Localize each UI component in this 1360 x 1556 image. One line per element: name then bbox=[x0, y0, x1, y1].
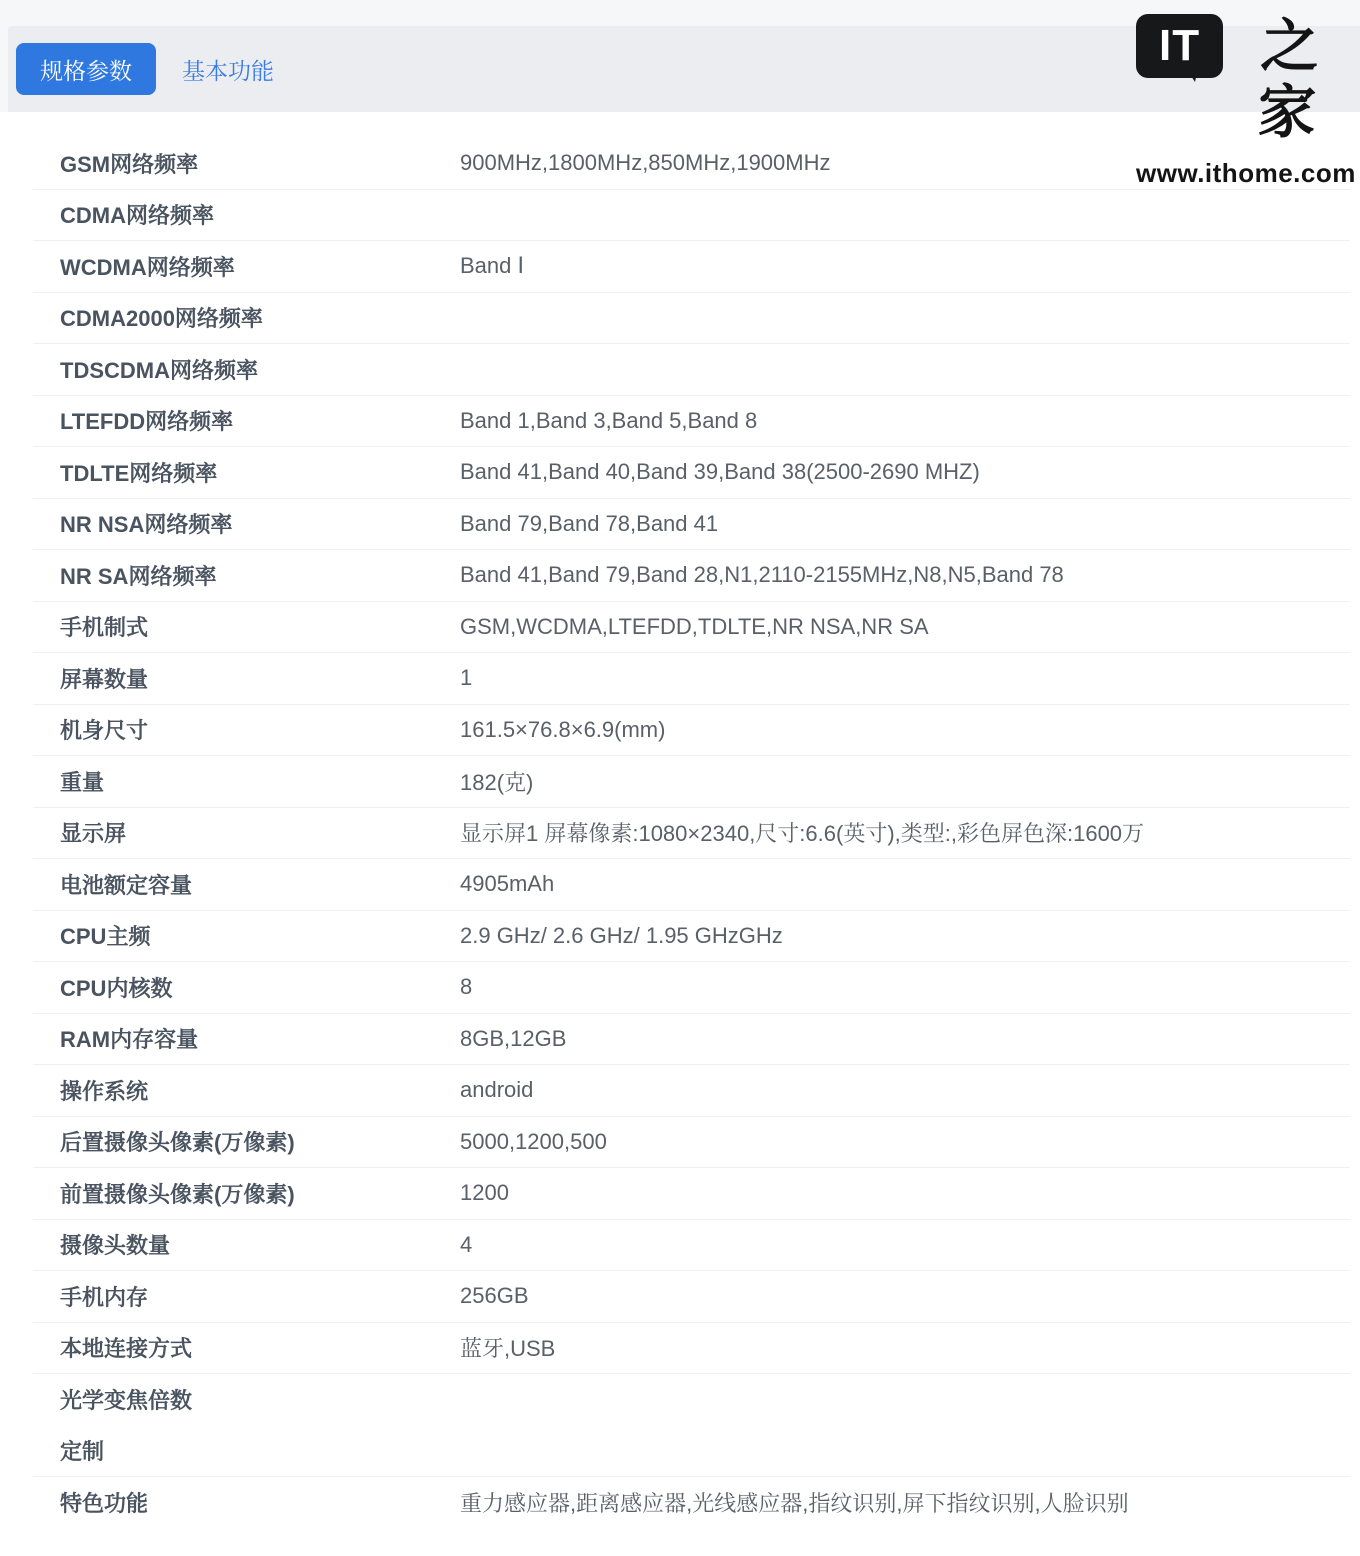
spec-row-value: 900MHz,1800MHz,850MHz,1900MHz bbox=[460, 150, 831, 176]
spec-row-label: TDSCDMA网络频率 bbox=[60, 357, 258, 383]
it-speech-bubble-icon: IT bbox=[1136, 14, 1223, 78]
spec-row bbox=[33, 1014, 1350, 1066]
spec-row-label: 定制 bbox=[60, 1439, 105, 1465]
spec-row-label: WCDMA网络频率 bbox=[60, 254, 235, 280]
spec-row-label: 重量 bbox=[60, 769, 105, 795]
spec-row bbox=[33, 808, 1350, 860]
spec-row-value: 1 bbox=[460, 665, 473, 691]
spec-row-label: 手机内存 bbox=[60, 1284, 149, 1310]
spec-row bbox=[33, 241, 1350, 293]
spec-row bbox=[33, 499, 1350, 551]
spec-row bbox=[33, 859, 1350, 911]
spec-row bbox=[33, 756, 1350, 808]
spec-row-value: 161.5×76.8×6.9(mm) bbox=[460, 716, 666, 742]
ithome-url-text: www.ithome.com bbox=[1136, 158, 1356, 188]
spec-row-label: CDMA网络频率 bbox=[60, 203, 214, 229]
spec-row-value: Band 41,Band 40,Band 39,Band 38(2500-2690 MHZ) bbox=[460, 459, 980, 485]
spec-row-value: 8 bbox=[460, 974, 473, 1000]
spec-row bbox=[33, 653, 1350, 705]
tab-basic-functions[interactable]: 基本功能 bbox=[182, 53, 274, 86]
spec-row-label: CPU内核数 bbox=[60, 975, 173, 1001]
spec-row-value: Band 79,Band 78,Band 41 bbox=[460, 510, 719, 536]
spec-row-label: CPU主频 bbox=[60, 924, 151, 950]
spec-row-value: 4 bbox=[460, 1231, 473, 1257]
spec-row bbox=[33, 447, 1350, 499]
spec-row-label: 电池额定容量 bbox=[60, 872, 193, 898]
spec-row bbox=[33, 1477, 1350, 1529]
spec-row-value: 256GB bbox=[460, 1283, 529, 1309]
spec-row bbox=[33, 550, 1350, 602]
spec-row-label: NR NSA网络频率 bbox=[60, 512, 233, 538]
spec-row-value: 4905mAh bbox=[460, 871, 555, 897]
spec-row bbox=[33, 602, 1350, 654]
spec-row bbox=[33, 293, 1350, 345]
zhijia-calligraphy-text: 之家 bbox=[1256, 14, 1322, 145]
spec-row bbox=[33, 1168, 1350, 1220]
spec-row-label: 特色功能 bbox=[60, 1491, 149, 1517]
spec-row-label: GSM网络频率 bbox=[60, 151, 199, 177]
spec-row-value: 182(克) bbox=[460, 769, 534, 795]
spec-row-value: Band 41,Band 79,Band 28,N1,2110-2155MHz,N8,N5,Band 78 bbox=[460, 562, 1064, 588]
spec-table bbox=[33, 138, 1356, 1529]
spec-row-label: 后置摄像头像素(万像素) bbox=[60, 1130, 295, 1156]
spec-row bbox=[33, 1065, 1350, 1117]
spec-row bbox=[33, 1374, 1350, 1426]
spec-row bbox=[33, 344, 1350, 396]
spec-row-label: 机身尺寸 bbox=[60, 718, 149, 744]
spec-row-label: 显示屏 bbox=[60, 821, 127, 847]
spec-row bbox=[33, 911, 1350, 963]
spec-row bbox=[33, 1117, 1350, 1169]
spec-row-label: CDMA2000网络频率 bbox=[60, 306, 263, 332]
spec-row-value: Band 1,Band 3,Band 5,Band 8 bbox=[460, 407, 758, 433]
spec-row-value: 蓝牙,USB bbox=[460, 1336, 556, 1362]
spec-row-value: GSM,WCDMA,LTEFDD,TDLTE,NR NSA,NR SA bbox=[460, 613, 929, 639]
spec-row-label: TDLTE网络频率 bbox=[60, 460, 218, 486]
spec-row bbox=[33, 1271, 1350, 1323]
spec-row-value: 5000,1200,500 bbox=[460, 1128, 607, 1154]
spec-row-label: 前置摄像头像素(万像素) bbox=[60, 1181, 295, 1207]
spec-row-label: 摄像头数量 bbox=[60, 1233, 171, 1259]
spec-row-label: 操作系统 bbox=[60, 1078, 149, 1104]
spec-row-label: 本地连接方式 bbox=[60, 1336, 193, 1362]
spec-row-value: 2.9 GHz/ 2.6 GHz/ 1.95 GHzGHz bbox=[460, 922, 783, 948]
spec-row bbox=[33, 1426, 1350, 1478]
ithome-logo bbox=[1136, 14, 1356, 189]
spec-row-label: NR SA网络频率 bbox=[60, 563, 217, 589]
spec-row-value: 1200 bbox=[460, 1180, 509, 1206]
spec-row bbox=[33, 396, 1350, 448]
spec-row-label: 屏幕数量 bbox=[60, 666, 149, 692]
spec-row bbox=[33, 1323, 1350, 1375]
spec-row-value: 显示屏1 屏幕像素:1080×2340,尺寸:6.6(英寸),类型:,彩色屏色深:1600万 bbox=[460, 821, 1145, 847]
spec-row-label: 手机制式 bbox=[60, 615, 149, 641]
spec-row-value: android bbox=[460, 1077, 534, 1103]
spec-row-value: 重力感应器,距离感应器,光线感应器,指纹识别,屏下指纹识别,人脸识别 bbox=[460, 1491, 1129, 1517]
tab-spec-params[interactable]: 规格参数 bbox=[16, 43, 156, 95]
spec-row bbox=[33, 1220, 1350, 1272]
spec-row-label: LTEFDD网络频率 bbox=[60, 409, 234, 435]
spec-row-value: 8GB,12GB bbox=[460, 1025, 567, 1051]
spec-row bbox=[33, 962, 1350, 1014]
spec-row-value: Band Ⅰ bbox=[460, 253, 524, 279]
spec-row bbox=[33, 190, 1350, 242]
spec-row-label: 光学变焦倍数 bbox=[60, 1388, 193, 1414]
spec-row bbox=[33, 705, 1350, 757]
ithome-logo-mark bbox=[1136, 14, 1346, 146]
spec-row-label: RAM内存容量 bbox=[60, 1027, 199, 1053]
